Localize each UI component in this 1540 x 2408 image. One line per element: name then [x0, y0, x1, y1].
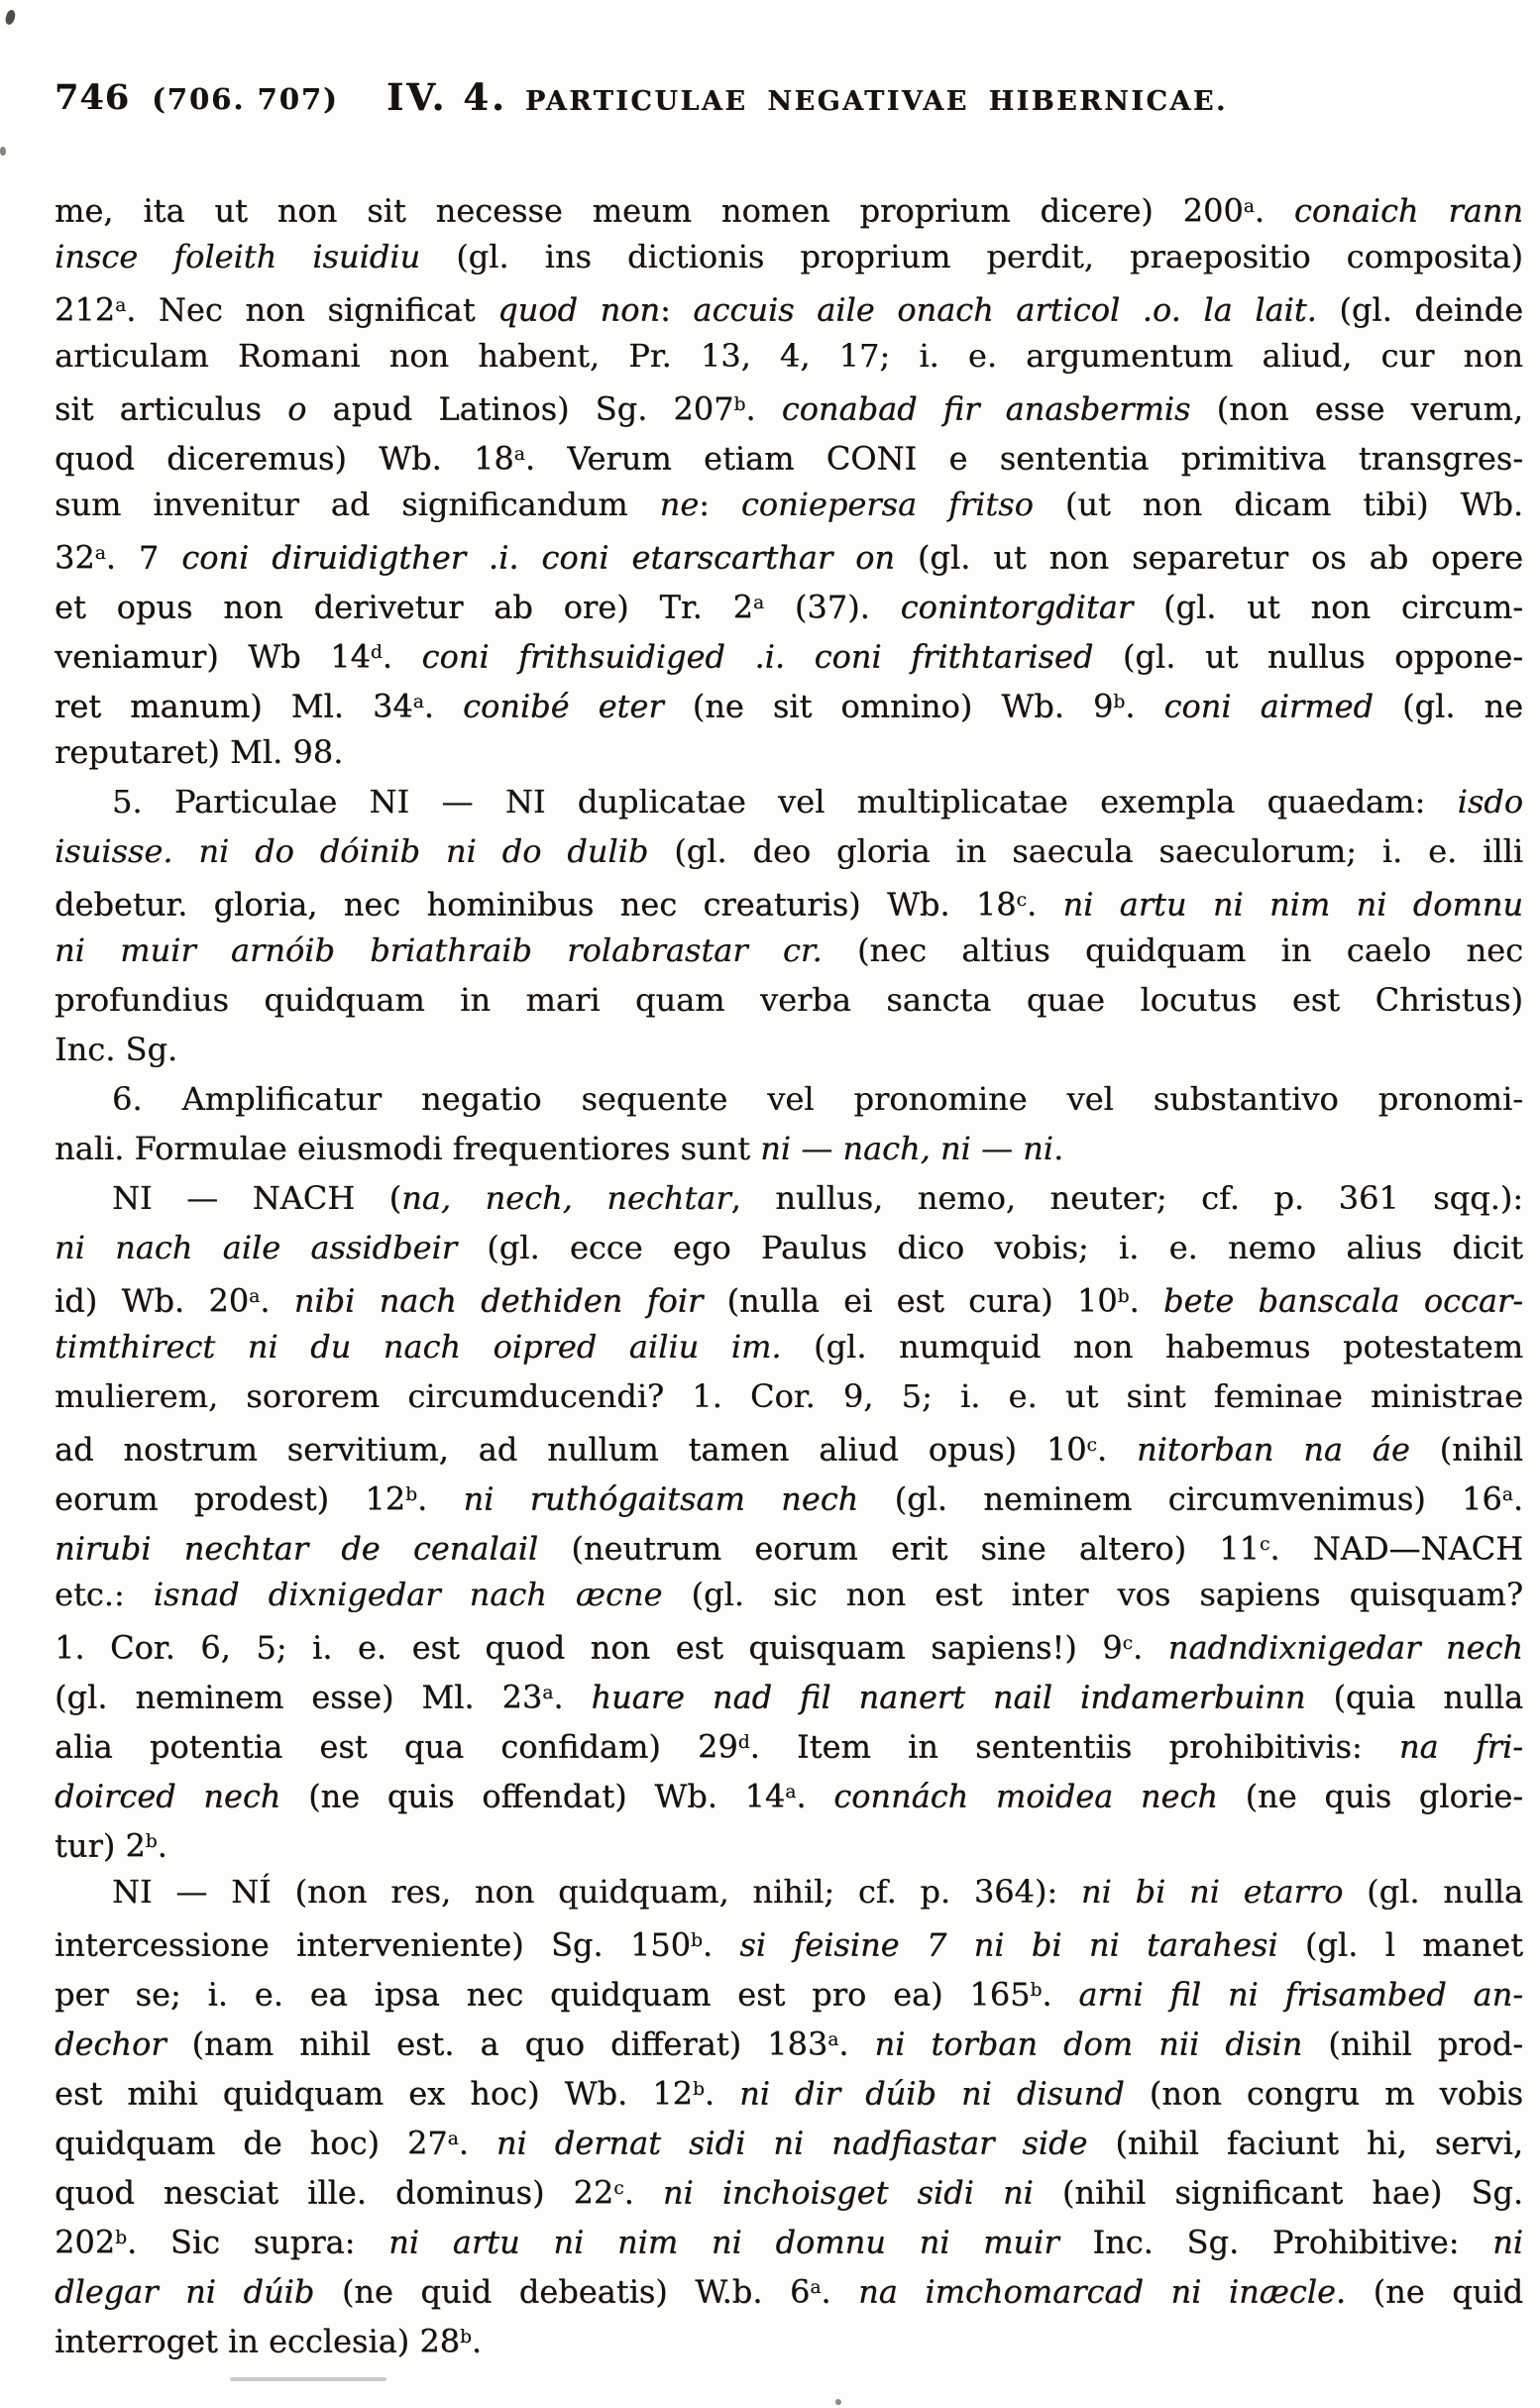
- parallel-page-numbers: (706. 707): [152, 82, 339, 116]
- seg-italic: bete banscala occar-: [1162, 1281, 1524, 1320]
- seg-roman: sum invenitur ad significandum: [55, 486, 660, 523]
- seg-roman: profundius quidquam in mari quam verba sancta quae locutus est Christus): [55, 981, 1523, 1019]
- seg-roman: .: [458, 2124, 496, 2162]
- seg-roman: intercessione interveniente) Sg. 150: [55, 1925, 691, 1964]
- seg-italic: na imchomarcad ni inæcle.: [858, 2272, 1347, 2311]
- seg-roman: .: [1512, 1479, 1523, 1518]
- seg-roman: .: [1042, 1975, 1079, 2014]
- seg-roman: (non esse verum,: [1190, 389, 1524, 428]
- seg-roman: .: [260, 1281, 294, 1320]
- seg-roman: NI — NÍ (non res, non quidquam, nihil; cf. p. 364):: [112, 1873, 1081, 1911]
- seg-italic: nibi nach dethiden foir: [293, 1281, 704, 1320]
- seg-superscript: c: [1016, 890, 1027, 911]
- text-line: [55, 1520, 1523, 1570]
- seg-roman: .: [1052, 1130, 1064, 1167]
- seg-italic: dlegar ni dúib: [55, 2272, 315, 2311]
- text-line: [55, 628, 1523, 678]
- seg-roman: (nihil prod-: [1302, 2025, 1524, 2063]
- seg-roman: 202: [55, 2223, 116, 2261]
- seg-superscript: b: [460, 2327, 472, 2348]
- seg-roman: (37).: [764, 588, 901, 626]
- seg-superscript: b: [115, 2228, 127, 2248]
- seg-roman: .: [1133, 1628, 1168, 1667]
- seg-roman: (gl. ne: [1373, 687, 1524, 725]
- seg-roman: mulierem, sororem circumducendi? 1. Cor. 9, 5; i. e. ut sint feminae ministrae: [55, 1377, 1523, 1415]
- seg-italic: na fri-: [1398, 1727, 1524, 1766]
- seg-italic: na, nech, nechtar: [401, 1179, 731, 1217]
- text-line: [55, 1718, 1523, 1768]
- seg-italic: isuisse. ni do dóinib ni do dulib: [55, 832, 649, 870]
- text-line: [55, 2016, 1523, 2065]
- scan-artifact: [835, 2399, 841, 2405]
- seg-roman: sit articulus: [55, 389, 288, 428]
- seg-roman: (gl. numquid non habemus potestatem: [781, 1328, 1524, 1366]
- seg-roman: , nullus, nemo, neuter; cf. p. 361 sqq.):: [730, 1179, 1524, 1217]
- seg-roman: (ne quid debeatis) W.b. 6: [314, 2272, 811, 2311]
- text-line: [55, 2164, 1523, 2214]
- seg-roman: et opus non derivetur ab ore) Tr. 2: [55, 588, 753, 626]
- seg-italic: ni ruthógaitsam nech: [463, 1479, 859, 1518]
- seg-roman: (gl. ins dictionis proprium perdit, praepositio composita): [456, 238, 1523, 275]
- seg-superscript: c: [613, 2178, 624, 2199]
- text-line: [55, 529, 1523, 579]
- text-line: [55, 2065, 1523, 2115]
- seg-roman: (nihil faciunt hi, servi,: [1087, 2124, 1524, 2162]
- seg-roman: NI — NACH (: [112, 1179, 402, 1217]
- seg-italic: dechor: [55, 2025, 166, 2063]
- seg-roman: (ne sit omnino) Wb. 9: [663, 687, 1114, 725]
- text-line: [55, 430, 1523, 480]
- text-line: [55, 678, 1523, 727]
- seg-italic: quod non: [497, 290, 661, 329]
- seg-superscript: a: [1501, 1484, 1513, 1505]
- seg-italic: nirubi nechtar de cenalail: [55, 1529, 539, 1568]
- seg-superscript: a: [827, 2029, 839, 2050]
- seg-italic: nitorban na áe: [1136, 1430, 1410, 1469]
- seg-italic: insce foleith isuidiu: [55, 238, 457, 275]
- seg-roman: veniamur) Wb 14: [55, 637, 371, 676]
- seg-roman: (nihil significant hae) Sg.: [1033, 2173, 1524, 2212]
- seg-roman: .: [821, 2272, 859, 2311]
- text-line: [55, 2214, 1523, 2263]
- seg-roman: tur) 2: [55, 1826, 146, 1865]
- seg-roman: (gl. deo gloria in saecula saeculorum; i. e. illi: [648, 832, 1524, 870]
- seg-superscript: a: [785, 1782, 797, 1803]
- page-header: [55, 77, 1510, 121]
- seg-italic: conaich rann: [1293, 191, 1524, 230]
- seg-superscript: b: [733, 394, 746, 415]
- seg-roman: (quia nulla: [1305, 1678, 1524, 1716]
- seg-roman: . Verum etiam CONI e sententia primitiva transgres-: [524, 439, 1524, 478]
- seg-roman: debetur. gloria, nec hominibus nec creaturis) Wb. 18: [55, 885, 1017, 924]
- seg-italic: conibé eter: [463, 687, 664, 725]
- text-line: [55, 727, 1523, 777]
- seg-italic: ni artu ni nim ni domnu: [1062, 885, 1524, 924]
- seg-superscript: b: [690, 1930, 703, 1951]
- seg-roman: me, ita ut non sit necesse meum nomen proprium dicere) 200: [55, 191, 1244, 230]
- text-line: [55, 1223, 1523, 1272]
- text-line: [55, 777, 1523, 826]
- seg-superscript: b: [692, 2079, 705, 2100]
- scan-artifact: [0, 147, 6, 156]
- section-number: IV. 4.: [386, 75, 507, 119]
- seg-roman: .: [1254, 191, 1294, 230]
- text-line: [55, 826, 1523, 876]
- text-line: [55, 381, 1523, 430]
- seg-italic: o: [287, 389, 307, 428]
- running-title: [386, 75, 1228, 119]
- seg-roman: etc.:: [55, 1576, 154, 1613]
- text-line: [55, 480, 1523, 529]
- seg-roman: .: [1096, 1430, 1137, 1469]
- seg-italic: conabad fir anasbermis: [781, 389, 1191, 428]
- seg-superscript: a: [94, 543, 106, 564]
- seg-italic: ni — nach, ni — ni: [760, 1130, 1053, 1167]
- seg-roman: .: [416, 1479, 464, 1518]
- seg-roman: (non congru m vobis: [1124, 2074, 1524, 2113]
- seg-roman: :: [699, 486, 741, 523]
- text-line: [55, 1371, 1523, 1421]
- seg-roman: .: [704, 2074, 740, 2113]
- seg-superscript: a: [412, 692, 424, 712]
- seg-roman: (gl. ecce ego Paulus dico vobis; i. e. nemo alius dicit: [456, 1229, 1524, 1266]
- seg-roman: alia potentia est qua confidam) 29: [55, 1727, 738, 1766]
- seg-roman: ad nostrum servitium, ad nullum tamen aliud opus) 10: [55, 1430, 1087, 1469]
- seg-italic: coni frithsuidiged .i. coni frithtarised: [421, 637, 1094, 676]
- seg-roman: .: [382, 637, 422, 676]
- seg-roman: . 7: [105, 538, 182, 577]
- seg-roman: 6. Amplificatur negatio sequente vel pronomine vel substantivo pronomi-: [112, 1080, 1523, 1118]
- text-line: [55, 1124, 1523, 1173]
- seg-roman: :: [660, 290, 694, 329]
- seg-roman: per se; i. e. ea ipsa nec quidquam est pro ea) 165: [55, 1975, 1031, 2014]
- seg-roman: . NAD—NACH: [1269, 1529, 1523, 1568]
- seg-roman: quod diceremus) Wb. 18: [55, 439, 514, 478]
- seg-roman: 32: [55, 538, 95, 577]
- seg-roman: quod nesciat ille. dominus) 22: [55, 2173, 614, 2212]
- seg-italic: nadndixnigedar nech: [1167, 1628, 1524, 1667]
- seg-superscript: d: [370, 642, 383, 663]
- seg-roman: (nulla ei est cura) 10: [703, 1281, 1118, 1320]
- seg-roman: (ne quid: [1346, 2272, 1524, 2311]
- seg-roman: (gl. nulla: [1343, 1873, 1524, 1911]
- text-line: [55, 579, 1523, 628]
- seg-roman: (gl. ut nullus oppone-: [1093, 637, 1524, 676]
- seg-roman: .: [745, 389, 782, 428]
- seg-italic: ni: [1492, 2223, 1524, 2261]
- text-line: [55, 2263, 1523, 2313]
- seg-italic: ni dernat sidi ni nadfiastar side: [495, 2124, 1088, 2162]
- seg-superscript: a: [810, 2277, 822, 2298]
- seg-superscript: a: [249, 1286, 261, 1307]
- seg-italic: coni airmed: [1163, 687, 1374, 725]
- text-line: [55, 1768, 1523, 1817]
- seg-roman: (gl. deinde: [1316, 290, 1524, 329]
- seg-italic: arni fil ni frisambed an-: [1078, 1975, 1524, 2014]
- scan-artifact: [230, 2377, 386, 2381]
- text-line: [55, 1916, 1523, 1966]
- seg-italic: doirced nech: [55, 1777, 281, 1815]
- seg-roman: articulam Romani non habent, Pr. 13, 4, 17; i. e. argumentum aliud, cur non: [55, 337, 1523, 375]
- seg-roman: (nec altius quidquam in caelo nec: [822, 931, 1524, 969]
- seg-roman: Inc. Sg.: [55, 1031, 178, 1068]
- text-line: [55, 1322, 1523, 1371]
- seg-roman: (ne quis offendat) Wb. 14: [280, 1777, 786, 1815]
- seg-roman: (gl. ut non separetur os ab opere: [894, 538, 1524, 577]
- text-line: [55, 1272, 1523, 1322]
- seg-roman: (gl. sic non est inter vos sapiens quisquam?: [662, 1576, 1524, 1613]
- seg-italic: ni nach aile assidbeir: [55, 1229, 457, 1266]
- text-line: [55, 1966, 1523, 2016]
- seg-superscript: b: [1030, 1980, 1043, 2001]
- seg-roman: (ut non dicam tibi) Wb.: [1033, 486, 1524, 523]
- seg-italic: huare nad fil nanert nail indamerbuinn: [591, 1678, 1306, 1716]
- seg-roman: .: [1125, 687, 1164, 725]
- seg-superscript: d: [737, 1732, 750, 1753]
- seg-roman: 212: [55, 290, 116, 329]
- text-line: [55, 926, 1523, 975]
- seg-superscript: c: [1259, 1534, 1270, 1555]
- seg-roman: (ne quis glorie-: [1217, 1777, 1524, 1815]
- seg-superscript: b: [405, 1484, 417, 1505]
- seg-roman: (nihil: [1409, 1430, 1524, 1469]
- text-line: [55, 281, 1523, 331]
- text-line: [55, 1025, 1523, 1074]
- seg-roman: 5. Particulae NI — NI duplicatae vel multiplicatae exempla quaedam:: [112, 783, 1458, 821]
- text-line: [55, 182, 1523, 232]
- text-line: [55, 1817, 1523, 1867]
- seg-roman: .: [1026, 885, 1063, 924]
- seg-roman: (gl. l manet: [1277, 1925, 1524, 1964]
- seg-roman: .: [157, 1826, 167, 1865]
- seg-roman: interroget in ecclesia) 28: [55, 2322, 461, 2360]
- seg-italic: ni bi ni etarro: [1080, 1873, 1344, 1911]
- seg-roman: ret manum) Ml. 34: [55, 687, 413, 725]
- seg-superscript: a: [1243, 196, 1255, 217]
- seg-italic: accuis aile onach articol .o. la lait.: [693, 290, 1317, 329]
- seg-roman: .: [623, 2173, 663, 2212]
- seg-roman: Inc. Sg. Prohibitive:: [1058, 2223, 1493, 2261]
- seg-superscript: a: [447, 2129, 459, 2149]
- seg-roman: (gl. ut non circum-: [1133, 588, 1524, 626]
- seg-roman: (nam nihil est. a quo differat) 183: [165, 2025, 828, 2063]
- text-line: [55, 1471, 1523, 1520]
- seg-roman: reputaret) Ml. 98.: [55, 733, 344, 771]
- text-line: [55, 2313, 1523, 2362]
- seg-roman: (gl. neminem esse) Ml. 23: [55, 1678, 543, 1716]
- seg-italic: ni inchoisget sidi ni: [662, 2173, 1034, 2212]
- seg-roman: apud Latinos) Sg. 207: [306, 389, 734, 428]
- text-line: [55, 876, 1523, 926]
- text-line: [55, 1570, 1523, 1619]
- seg-roman: .: [553, 1678, 592, 1716]
- seg-italic: ni artu ni nim ni domnu ni muir: [388, 2223, 1059, 2261]
- seg-roman: .: [702, 1925, 740, 1964]
- text-line: [55, 1867, 1523, 1916]
- seg-superscript: c: [1086, 1435, 1097, 1456]
- text-line: [55, 1619, 1523, 1669]
- text-line: [55, 1421, 1523, 1471]
- seg-roman: .: [796, 1777, 834, 1815]
- text-line: [55, 1074, 1523, 1124]
- seg-superscript: b: [145, 1831, 158, 1852]
- seg-italic: coniepersa fritso: [740, 486, 1034, 523]
- seg-superscript: a: [115, 295, 127, 316]
- text-line: [55, 331, 1523, 381]
- seg-roman: 1. Cor. 6, 5; i. e. est quod non est quisquam sapiens!) 9: [55, 1628, 1123, 1667]
- seg-italic: ni dir dúib ni disund: [739, 2074, 1125, 2113]
- seg-superscript: a: [752, 593, 765, 613]
- seg-roman: nali. Formulae eiusmodi frequentiores sunt: [55, 1130, 761, 1167]
- text-line: [55, 975, 1523, 1025]
- seg-roman: (gl. neminem circumvenimus) 16: [858, 1479, 1502, 1518]
- body-text: [55, 182, 1523, 2362]
- scan-artifact: [4, 9, 17, 26]
- seg-roman: . Sic supra:: [126, 2223, 389, 2261]
- seg-superscript: a: [542, 1683, 554, 1703]
- seg-roman: est mihi quidquam ex hoc) Wb. 12: [55, 2074, 693, 2113]
- text-line: [55, 1173, 1523, 1223]
- seg-roman: id) Wb. 20: [55, 1281, 250, 1320]
- text-line: [55, 232, 1523, 281]
- seg-italic: ni torban dom nii disin: [874, 2025, 1303, 2063]
- seg-italic: si feisine 7 ni bi ni tarahesi: [739, 1925, 1278, 1964]
- seg-italic: ni muir arnóib briathraib rolabrastar cr.: [55, 931, 823, 969]
- seg-italic: connách moidea nech: [833, 1777, 1218, 1815]
- seg-superscript: c: [1122, 1633, 1134, 1654]
- page-number: 746: [55, 77, 131, 118]
- text-line: [55, 2115, 1523, 2164]
- seg-roman: . Item in sententiis prohibitivis:: [749, 1727, 1399, 1766]
- seg-superscript: b: [1117, 1286, 1130, 1307]
- seg-italic: conintorgditar: [900, 588, 1134, 626]
- seg-superscript: b: [1113, 692, 1126, 712]
- seg-roman: (neutrum eorum erit sine altero) 11: [538, 1529, 1260, 1568]
- chapter-title: PARTICULAE NEGATIVAE HIBERNICAE.: [524, 86, 1228, 117]
- seg-italic: ne: [659, 486, 700, 523]
- seg-roman: . Nec non significat: [126, 290, 498, 329]
- seg-roman: eorum prodest) 12: [55, 1479, 406, 1518]
- seg-roman: .: [1129, 1281, 1163, 1320]
- text-line: [55, 1669, 1523, 1718]
- seg-roman: .: [838, 2025, 875, 2063]
- seg-roman: quidquam de hoc) 27: [55, 2124, 448, 2162]
- seg-roman: .: [423, 687, 464, 725]
- seg-italic: isdo: [1457, 783, 1523, 821]
- seg-superscript: a: [513, 444, 525, 465]
- seg-italic: isnad dixnigedar nach æcne: [153, 1576, 663, 1613]
- seg-italic: coni diruidigther .i. coni etarscarthar on: [181, 538, 895, 577]
- seg-italic: timthirect ni du nach oipred ailiu im.: [55, 1328, 782, 1366]
- seg-roman: .: [471, 2322, 483, 2360]
